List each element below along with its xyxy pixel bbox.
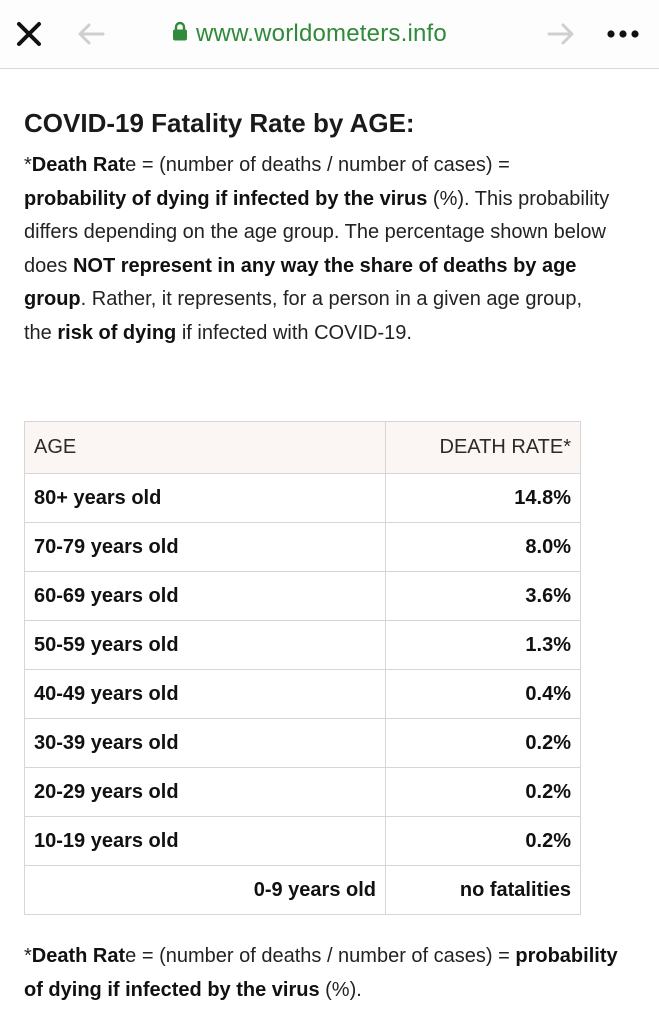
forward-arrow-icon[interactable] <box>546 16 586 52</box>
footnote-bold: probability of dying if infected by the virus <box>24 945 618 1001</box>
table-row <box>25 817 581 866</box>
url-text: www.worldometers.info <box>196 20 447 47</box>
intro-bold-1: probability of dying if infected by the virus <box>24 187 428 210</box>
age-cell: 70-79 years old <box>25 523 386 572</box>
intro-term: Death Rat <box>31 154 126 176</box>
rate-cell: 0.4% <box>386 670 581 719</box>
table-row <box>25 768 581 817</box>
rate-cell: 0.2% <box>386 817 581 866</box>
rate-cell: 14.8% <box>386 474 581 523</box>
intro-text-1: e = (number of deaths / number of cases) = <box>125 154 510 176</box>
rate-cell: 0.2% <box>386 768 581 817</box>
footnote-text-2: (%). <box>319 978 362 1001</box>
footnote-text-1: e = (number of deaths / number of cases) = <box>125 945 516 967</box>
table-row <box>25 523 581 572</box>
address-bar[interactable] <box>172 18 447 50</box>
header-age: AGE <box>25 422 386 474</box>
back-arrow-icon[interactable] <box>76 16 116 52</box>
close-icon[interactable] <box>16 16 50 52</box>
page-title: COVID-19 Fatality Rate by AGE: <box>24 108 415 138</box>
age-cell: 30-39 years old <box>25 719 386 768</box>
table-row <box>25 670 581 719</box>
age-cell: 10-19 years old <box>25 817 386 866</box>
article <box>24 105 614 350</box>
age-cell: 40-49 years old <box>25 670 386 719</box>
footnote <box>24 940 624 1007</box>
fatality-rate-table <box>24 421 581 915</box>
header-death-rate: DEATH RATE* <box>386 422 581 474</box>
intro-text-3: . Rather, it represents, for a person in a given age group, the <box>24 288 583 344</box>
table-header-row <box>25 422 581 474</box>
table-row <box>25 474 581 523</box>
age-cell: 50-59 years old <box>25 621 386 670</box>
table-row <box>25 621 581 670</box>
table-row <box>25 719 581 768</box>
intro-asterisk: * <box>24 154 32 176</box>
intro-text-2: (%). This probability differs depending on the age group. The percentage shown below does <box>24 187 610 277</box>
table-row <box>25 866 581 915</box>
browser-toolbar <box>0 0 659 69</box>
more-icon[interactable] <box>606 16 646 52</box>
rate-cell: no fatalities <box>386 866 581 915</box>
intro-bold-3: risk of dying <box>57 321 177 344</box>
age-cell: 60-69 years old <box>25 572 386 621</box>
rate-cell: 0.2% <box>386 719 581 768</box>
footnote-term: Death Rat <box>31 945 126 967</box>
lock-icon <box>172 20 188 48</box>
intro-text-4: if infected with COVID-19. <box>176 321 412 344</box>
rate-cell: 1.3% <box>386 621 581 670</box>
intro-paragraph <box>24 149 614 350</box>
footnote-asterisk: * <box>24 945 32 967</box>
age-cell: 80+ years old <box>25 474 386 523</box>
rate-cell: 3.6% <box>386 572 581 621</box>
table-row <box>25 572 581 621</box>
age-cell: 20-29 years old <box>25 768 386 817</box>
rate-cell: 8.0% <box>386 523 581 572</box>
intro-bold-2: NOT represent in any way the share of deaths by age group <box>24 254 577 310</box>
age-cell: 0-9 years old <box>25 866 386 915</box>
